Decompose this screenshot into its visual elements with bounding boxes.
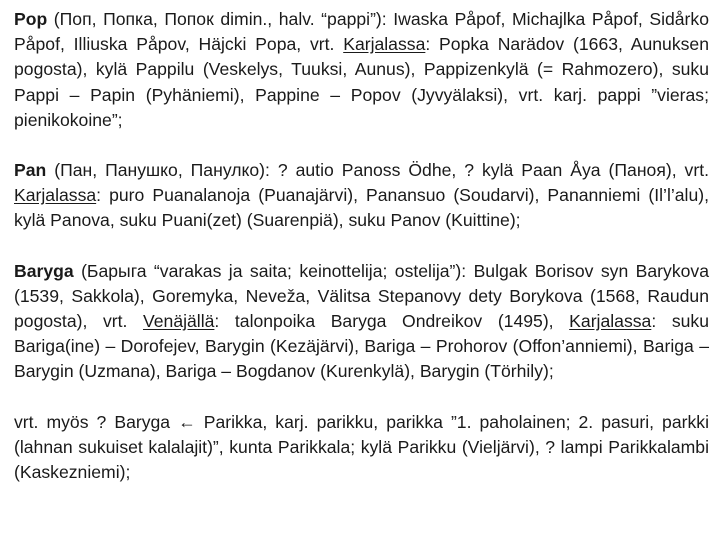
headword-pop: Pop	[14, 9, 48, 29]
entry-text: vrt. myös ? Baryga ← Parikka, karj. parikku, parikka ”1. paholainen; 2. pasuri, parkki (lahnan sukuiset kalalajit)”, kunta Parikkala; kylä Parikku (Vieljärvi), ? lampi Parikkalambi (Kaskezniemi);	[14, 411, 709, 483]
entry-text: : suku Bariga(ine) – Dorofejev, Barygin (Kezäjärvi), Bariga – Prohorov (Offon’anniemi), Bariga – Barygin (Uzmana), Bariga – Bogdanov (Kurenkylä), Barygin (Törhily);	[14, 311, 709, 382]
underlined-place-term: Venäjällä	[142, 311, 215, 332]
entry-text: : talonpoika Baryga Ondreikov (1495),	[214, 311, 570, 332]
entry-pan	[14, 158, 709, 234]
underlined-place-term: Karjalassa	[569, 311, 652, 332]
entry-text: : Popka Narädov (1663, Aunuksen pogosta), kylä Pappilu (Veskelys, Tuuksi, Aunus), Pappizenkylä (= Rahmozero), suku Pappi – Papin (Pyhäniemi), Pappine – Popov (Jyvyälaksi), vrt. karj. pappi ”vieras; pienikokoine”;	[14, 34, 709, 130]
headword-baryga: Baryga	[14, 260, 74, 281]
entry-text: (Барыга “varakas ja saita; keinottelija; ostelija”): Bulgak Borisov syn Barykova (1539, Sakkola), Goremyka, Neveža, Välitsa Stepanovy dety Borykova (1568, Raudun pogosta), vrt.	[14, 260, 709, 332]
entry-pop	[14, 7, 709, 133]
entry-text: (Поп, Попка, Попок dimin., halv. “pappi”): Iwaska Påpof, Michajlka Påpof, Sidårko Påpof, Illiuska Påpov, Häjcki Popa, vrt.	[14, 9, 709, 55]
entry-baryga	[14, 259, 709, 385]
underlined-place-term: Karjalassa	[343, 34, 426, 55]
entry-text: (Пан, Панушко, Панулко): ? autio Panoss Ödhe, ? kylä Paan Åya (Паноя), vrt.	[46, 160, 709, 181]
underlined-place-term: Karjalassa	[14, 185, 97, 206]
entry-see-also	[14, 410, 709, 486]
entry-text: : puro Puanalanoja (Puanajärvi), Panansuo (Soudarvi), Pananniemi (Il’l’alu), kylä Panova, suku Puani(zet) (Suarenpiä), suku Panov (Kuittine);	[14, 185, 709, 231]
headword-pan: Pan	[14, 160, 47, 181]
